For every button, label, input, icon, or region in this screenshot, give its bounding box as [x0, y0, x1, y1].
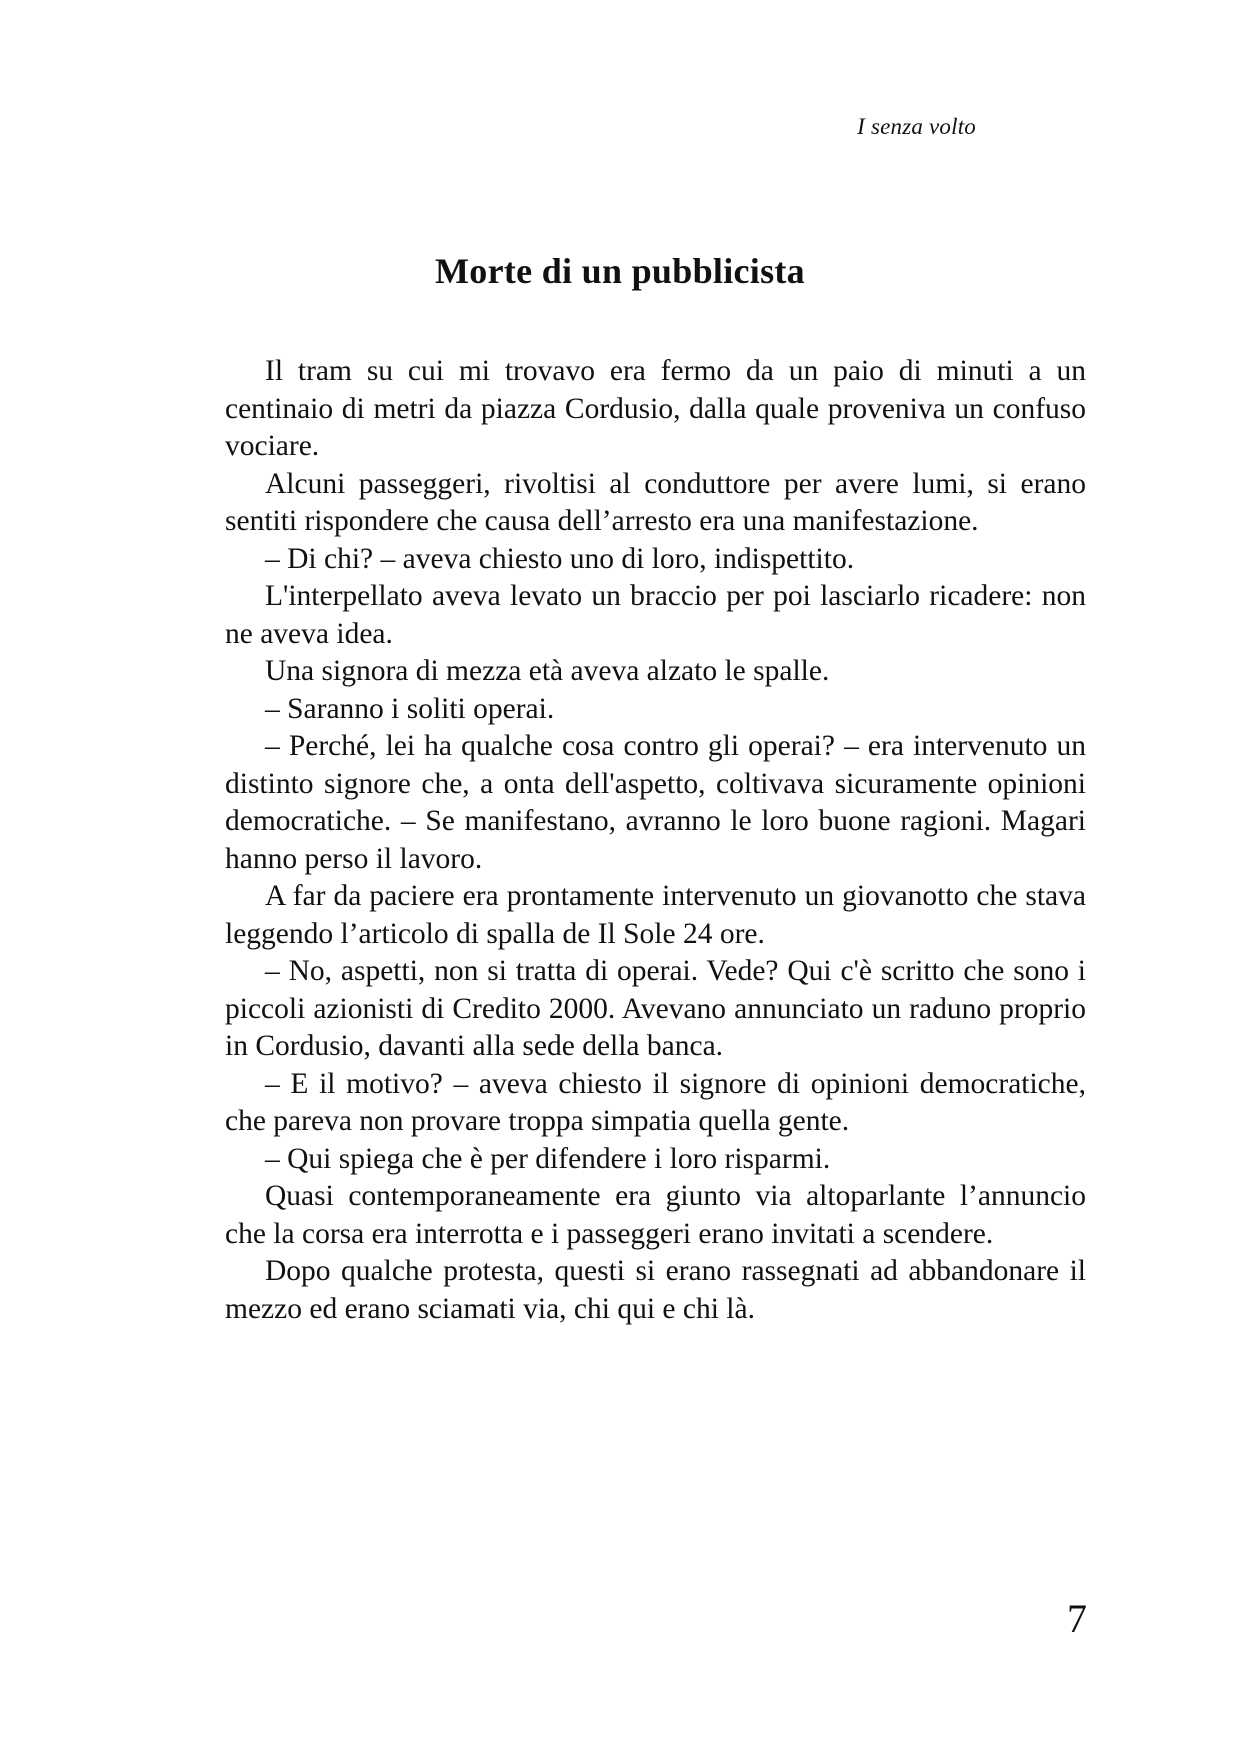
paragraph: – Qui spiega che è per difendere i loro risparmi.: [265, 1142, 831, 1175]
paragraph: Alcuni passeggeri, rivoltisi al conduttore per avere lumi, si erano sentiti rispondere che causa dell’arresto era una manifestazione.: [225, 467, 1086, 537]
paragraph: – Di chi? – aveva chiesto uno di loro, indispettito.: [265, 542, 855, 575]
body-text: [225, 353, 1086, 1328]
paragraph: L'interpellato aveva levato un braccio per poi lasciarlo ricadere: non ne aveva idea.: [225, 580, 1086, 650]
paragraph: – Perché, lei ha qualche cosa contro gli operai? – era intervenuto un distinto signore che, a onta dell'aspetto, coltivava sicuramente opinioni democratiche. – Se manifestano, avranno le loro buone ragioni. Magari hanno perso il lavoro.: [225, 730, 1086, 875]
paragraph: – Saranno i soliti operai.: [265, 692, 555, 725]
paragraph: – E il motivo? – aveva chiesto il signore di opinioni democratiche, che pareva non provare troppa simpatia quella gente.: [225, 1067, 1086, 1137]
paragraph: Una signora di mezza età aveva alzato le spalle.: [265, 655, 830, 687]
paragraph: A far da paciere era prontamente intervenuto un giovanotto che stava leggendo l’articolo di spalla de Il Sole 24 ore.: [225, 880, 1086, 950]
chapter-title: Morte di un pubblicista: [435, 251, 805, 291]
paragraph: Quasi contemporaneamente era giunto via altoparlante l’annuncio che la corsa era interrotta e i passeggeri erano invitati a scendere.: [225, 1180, 1086, 1250]
paragraph: – No, aspetti, non si tratta di operai. Vede? Qui c'è scritto che sono i piccoli azionisti di Credito 2000. Avevano annunciato un raduno proprio in Cordusio, davanti alla sede della banca.: [225, 955, 1086, 1062]
paragraph: Il tram su cui mi trovavo era fermo da un paio di minuti a un centinaio di metri da piazza Cordusio, dalla quale proveniva un confuso vociare.: [225, 355, 1086, 462]
paragraph: Dopo qualche protesta, questi si erano rassegnati ad abbandonare il mezzo ed erano sciamati via, chi qui e chi là.: [225, 1255, 1086, 1325]
page-number: 7: [1067, 1596, 1087, 1641]
running-head: I senza volto: [857, 114, 976, 139]
